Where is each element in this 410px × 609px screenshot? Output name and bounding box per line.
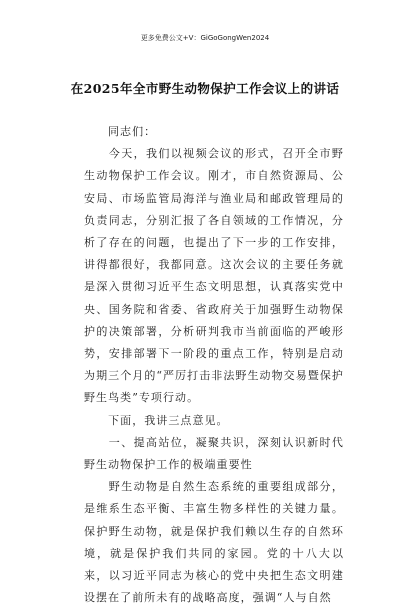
greeting: 同志们：	[108, 125, 157, 138]
paragraph-intro: 今天，我们以视频会议的形式，召开全市野生动物保护工作会议。刚才，市自然资源局、公安局、市场监管局海洋与渔业局和邮政管理局的负责同志，分别汇报了各自领域的工作情况，分析了存在的问题，也提出了下一步的工作安排，讲得都很好，我都同意。这次会议的主要任务就是深入贯彻习近平生态文明思想，认真落实党中央、国务院和省委、省政府关于加强野生动物保护的决策部署，分析研判我市当前面临的严峻形势，安排部署下一阶段的重点工作，特别是启动为期三个月的“严厉打击非法野生动物交易暨保护野生鸟类”专项行动。	[84, 147, 344, 405]
document-title: 在2025年全市野生动物保护工作会议上的讲话	[70, 81, 340, 96]
document-body	[84, 121, 344, 609]
section-heading-1: 一、提高站位，凝聚共识，深刻认识新时代野生动物保护工作的极端重要性	[84, 435, 344, 472]
paragraph-section-1: 野生动物是自然生态系统的重要组成部分，是维系生态平衡、丰富生物多样性的关键力量。保护野生动物，就是保护我们赖以生存的自然环境，就是保护我们共同的家园。党的十八大以来，以习近平同志为核心的党中央把生态文明建设摆在了前所未有的战略高度，强调“人与自然	[84, 480, 344, 605]
header-note: 更多免费公文+V：GiGoGongWen2024	[140, 34, 270, 42]
paragraph-outline: 下面，我讲三点意见。	[84, 413, 229, 427]
